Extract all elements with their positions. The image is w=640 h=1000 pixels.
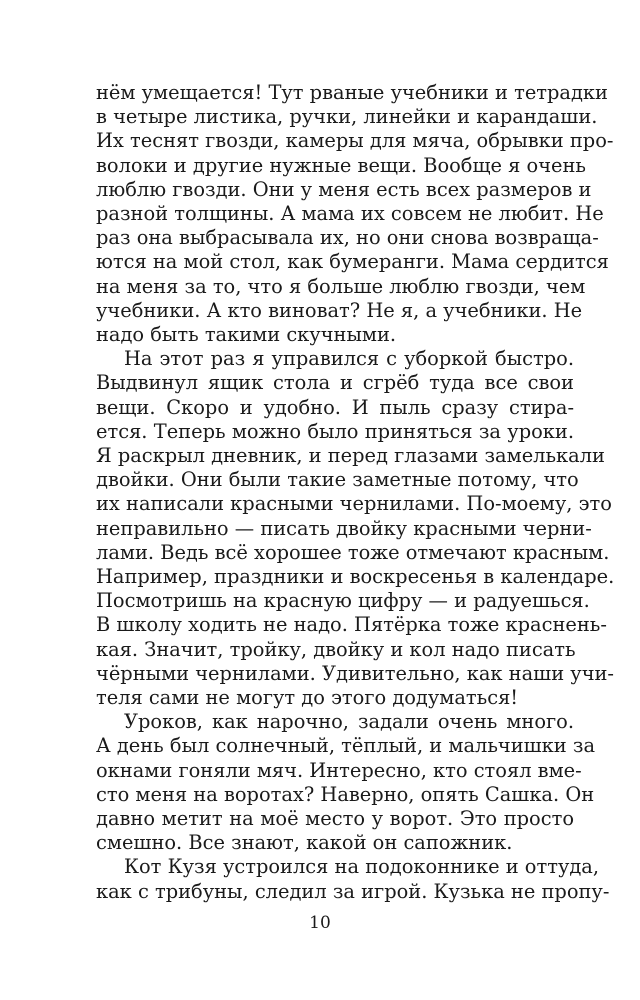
text-line: надо быть такими скучными.: [96, 323, 397, 346]
text-line: Посмотришь на красную цифру — и радуешься.: [96, 589, 590, 612]
text-line: ются на мой стол, как бумеранги. Мама сердится: [96, 250, 609, 273]
text-line: В школу ходить не надо. Пятёрка тоже краснень-: [96, 613, 607, 636]
page-body: [96, 80, 615, 920]
text-line: ется. Теперь можно было приняться за уроки.: [96, 420, 574, 443]
text-line: Выдвинул ящик стола и сгрёб туда все свои: [96, 371, 574, 394]
text-line: учебники. А кто виноват? Не я, а учебники. Не: [96, 299, 583, 322]
text-line: Уроков, как нарочно, задали очень много.: [124, 710, 574, 733]
text-line: Я раскрыл дневник, и перед глазами замелькали: [96, 444, 605, 467]
text-line: люблю гвозди. Они у меня есть всех размеров и: [96, 178, 592, 201]
text-line: теля сами не могут до этого додуматься!: [96, 686, 519, 709]
text-line: Например, праздники и воскресенья в календаре.: [96, 565, 615, 588]
text-line: сто меня на воротах? Наверно, опять Сашка. Он: [96, 783, 595, 806]
text-line: нём умещается! Тут рваные учебники и тетрадки: [96, 81, 608, 104]
text-line: кая. Значит, тройку, двойку и кол надо писать: [96, 638, 576, 661]
text-line: как с трибуны, следил за игрой. Кузька не пропу-: [96, 880, 610, 903]
text-line: волоки и другие нужные вещи. Вообще я очень: [96, 154, 586, 177]
text-line: неправильно — писать двойку красными черни-: [96, 517, 592, 540]
text-line: давно метит на моё место у ворот. Это просто: [96, 807, 574, 830]
text-line: разной толщины. А мама их совсем не любит. Не: [96, 202, 604, 225]
text-line: Кот Кузя устроился на подоконнике и оттуда,: [124, 855, 600, 878]
text-line: двойки. Они были такие заметные потому, что: [96, 468, 579, 491]
text-line: Их теснят гвозди, камеры для мяча, обрывки про-: [96, 129, 614, 152]
text-line: их написали красными чернилами. По-моему, это: [96, 492, 612, 515]
text-line: смешно. Все знают, какой он сапожник.: [96, 831, 513, 854]
text-line: окнами гоняли мяч. Интересно, кто стоял вме-: [96, 759, 582, 782]
text-line: лами. Ведь всё хорошее тоже отмечают красным.: [96, 541, 610, 564]
text-line: в четыре листика, ручки, линейки и карандаши.: [96, 105, 598, 128]
page-number: 10: [309, 913, 331, 933]
text-line: раз она выбрасывала их, но они снова возвраща-: [96, 226, 599, 249]
text-line: А день был солнечный, тёплый, и мальчишки за: [96, 734, 596, 757]
text-line: чёрными чернилами. Удивительно, как наши учи-: [96, 662, 614, 685]
text-line: на меня за то, что я больше люблю гвозди, чем: [96, 275, 586, 298]
text-line: На этот раз я управился с уборкой быстро.: [124, 347, 574, 370]
text-line: вещи. Скоро и удобно. И пыль сразу стира-: [96, 396, 574, 419]
